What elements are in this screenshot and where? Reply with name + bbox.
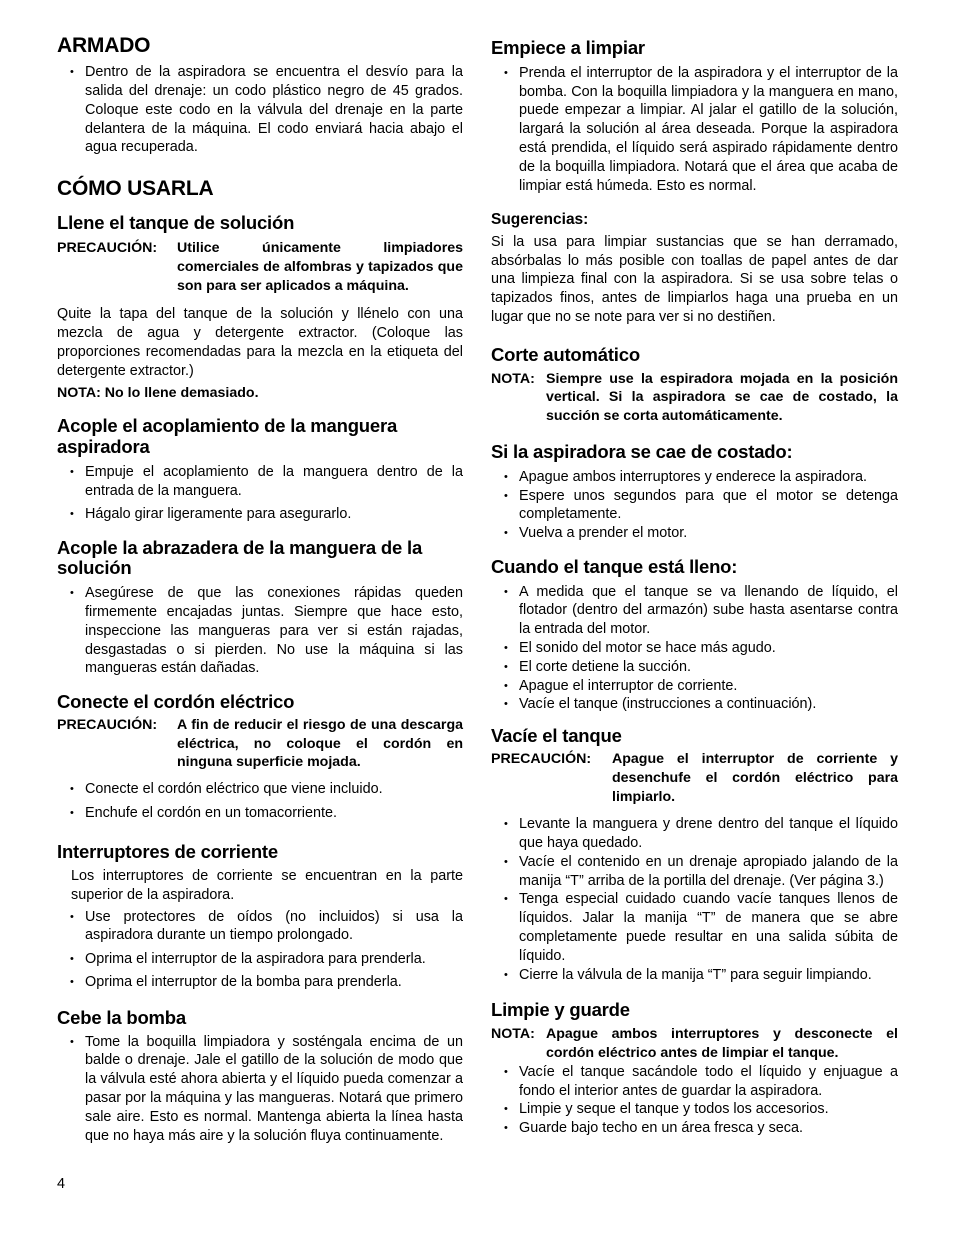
heading-vacie-tanque: Vacíe el tanque [491, 725, 622, 747]
list-item: • Apague ambos interruptores y enderece la aspiradora. [491, 468, 898, 487]
limpie-list [491, 1063, 898, 1138]
section-title-como-usarla: CÓMO USARLA [57, 177, 214, 201]
caution-text: Apague el interruptor de corriente y desenchufe el cordón eléctrico para limpiarlo. [612, 750, 898, 805]
list-item: • Vuelva a prender el motor. [491, 524, 898, 543]
conecte-list [57, 780, 463, 822]
heading-sugerencias: Sugerencias: [491, 211, 589, 229]
list-item: • Oprima el interruptor de la bomba para prenderla. [57, 973, 463, 992]
caution-conecte [57, 716, 463, 772]
list-item: • El corte detiene la succión. [491, 658, 898, 677]
heading-tanque-lleno: Cuando el tanque está lleno: [491, 555, 738, 577]
llene-note: NOTA: No lo llene demasiado. [57, 384, 259, 401]
heading-cebe-bomba: Cebe la bomba [57, 1006, 186, 1028]
section-title-armado: ARMADO [57, 34, 151, 57]
list-item: • Tome la boquilla limpiadora y sosténgala encima de un balde o drenaje. Jale el gatillo de la solución de modo que la válvula esté ahora abierta y el líquido pueda comenzar a pasar por la máquina y las mangueras. Notará que primero sale aire. Esto es normal. Mantenga abierta la línea hasta que no haya más aire y la solución fluya continuamente. [57, 1033, 463, 1146]
list-item: • Dentro de la aspiradora se encuentra el desvío para la salida del drenaje: un codo plástico negro de 45 grados. Coloque este codo en la válvula del drenaje en la parte delantera de la máquina. El codo enviará hacia abajo el agua recuperada. [57, 63, 463, 157]
list-item: • Prenda el interruptor de la aspiradora y el interruptor de la bomba. Con la boquilla limpiadora y la manguera en mano, puede empezar a limpiar. Al jalar el gatillo de la solución, largará la solución al área deseada. Porque la aspiradora está prendida, el líquido será aspirado rápidamente dentro de la boquilla limpiadora. Notará que el área que acaba de limpiar está húmeda. Esto es normal. [491, 64, 898, 196]
caution-text: A fin de reducir el riesgo de una descarga eléctrica, no coloque el cordón en ninguna superficie mojada. [177, 716, 463, 771]
caution-llene [57, 239, 463, 295]
heading-acople-abrazadera: Acople la abrazadera de la manguera de la solución [57, 536, 423, 579]
caution-label: PRECAUCIÓN: [57, 716, 158, 733]
caution-vacie [491, 750, 898, 806]
costado-list [491, 468, 898, 543]
heading-llene-tanque: Llene el tanque de solución [57, 212, 295, 234]
list-item: • Enchufe el cordón en un tomacorriente. [57, 804, 463, 823]
right-column [491, 34, 898, 1138]
list-item: • Vacíe el tanque (instrucciones a continuación). [491, 695, 898, 714]
list-item: • Espere unos segundos para que el motor se detenga completamente. [491, 487, 898, 525]
caution-text: Utilice únicamente limpiadores comerciales de alfombras y tapizados que son para ser aplicados a máquina. [177, 239, 463, 294]
heading-interruptores: Interruptores de corriente [57, 841, 278, 863]
list-item: • Cierre la válvula de la manija “T” para seguir limpiando. [491, 966, 898, 985]
list-item: • Levante la manguera y drene dentro del tanque el líquido que haya quedado. [491, 815, 898, 853]
heading-empiece-limpiar: Empiece a limpiar [491, 37, 645, 58]
acople-manguera-list [57, 463, 463, 524]
list-item: • Vacíe el tanque sacándole todo el líquido y enjuague a fondo el interior antes de guardar la aspiradora. [491, 1063, 898, 1101]
interruptores-list [57, 908, 463, 992]
empiece-list [491, 64, 898, 196]
list-item: • Use protectores de oídos (no incluidos) si usa la aspiradora durante un tiempo prolongado. [57, 908, 463, 946]
note-label: NOTA: [491, 370, 535, 387]
page-number: 4 [57, 1176, 66, 1192]
sugerencias-paragraph: Si la usa para limpiar sustancias que se han derramado, absórbalas lo más posible con toallas de papel antes de dar una limpieza final con la aspiradora. Si se usa sobre telas o tapizados finos, antes de limpiarlos haga una prueba en un lugar que no se note para ver si no destiñen. [491, 233, 898, 326]
heading-corte-automatico: Corte automático [491, 343, 640, 365]
llene-paragraph: Quite la tapa del tanque de la solución y llénelo con una mezcla de agua y detergente extractor. (Coloque las proporciones recomendadas para la mezcla en la etiqueta del detergente extractor.) [57, 306, 463, 379]
acople-abrazadera-list [57, 584, 463, 678]
list-item: • El sonido del motor se hace más agudo. [491, 639, 898, 658]
left-column [57, 34, 463, 1145]
heading-acople-manguera: Acople el acoplamiento de la manguera aspiradora [57, 415, 398, 458]
list-item: • Guarde bajo techo en un área fresca y seca. [491, 1119, 898, 1138]
interruptores-paragraph: Los interruptores de corriente se encuentran en la parte superior de la aspiradora. [71, 868, 463, 903]
list-item: • Limpie y seque el tanque y todos los accesorios. [491, 1100, 898, 1119]
lleno-list [491, 583, 898, 715]
heading-limpie-guarde: Limpie y guarde [491, 999, 630, 1021]
heading-cae-costado: Si la aspiradora se cae de costado: [491, 440, 793, 462]
list-item: • Asegúrese de que las conexiones rápidas queden firmemente encajadas juntas. Siempre que hace esto, inspeccione las mangueras para ver si están rajadas, desgastadas o si pierden. No use la máquina si las mangueras están dañadas. [57, 584, 463, 678]
vacie-list [491, 815, 898, 984]
list-item: • Vacíe el contenido en un drenaje apropiado jalando de la manija “T” arriba de la portilla del drenaje. (Ver página 3.) [491, 853, 898, 891]
list-item: • Oprima el interruptor de la aspiradora para prenderla. [57, 950, 463, 969]
list-item: • Hágalo girar ligeramente para asegurarlo. [57, 505, 463, 524]
list-item: • Tenga especial cuidado cuando vacíe tanques llenos de líquidos. Jalar la manija “T” de manera que se abre completamente puede resultar en una salida súbita de líquido. [491, 890, 898, 965]
list-item: • Empuje el acoplamiento de la manguera dentro de la entrada de la manguera. [57, 463, 463, 501]
caution-label: PRECAUCIÓN: [57, 239, 158, 256]
note-label: NOTA: [491, 1026, 535, 1043]
note-limpie [491, 1025, 898, 1063]
note-corte [491, 370, 898, 426]
list-item: • Conecte el cordón eléctrico que viene incluido. [57, 780, 463, 799]
list-item: • Apague el interruptor de corriente. [491, 677, 898, 696]
list-item: • A medida que el tanque se va llenando de líquido, el flotador (dentro del armazón) sube hasta asentarse contra la entrada del motor. [491, 583, 898, 639]
armado-list [57, 63, 463, 157]
note-text: Apague ambos interruptores y desconecte el cordón eléctrico antes de limpiar el tanque. [546, 1026, 898, 1061]
caution-label: PRECAUCIÓN: [491, 750, 592, 767]
note-text: Siempre use la espiradora mojada en la posición vertical. Si la aspiradora se cae de costado, la succión se corta automáticamente. [546, 370, 898, 425]
cebe-list [57, 1033, 463, 1146]
heading-conecte-cordon: Conecte el cordón eléctrico [57, 691, 295, 713]
